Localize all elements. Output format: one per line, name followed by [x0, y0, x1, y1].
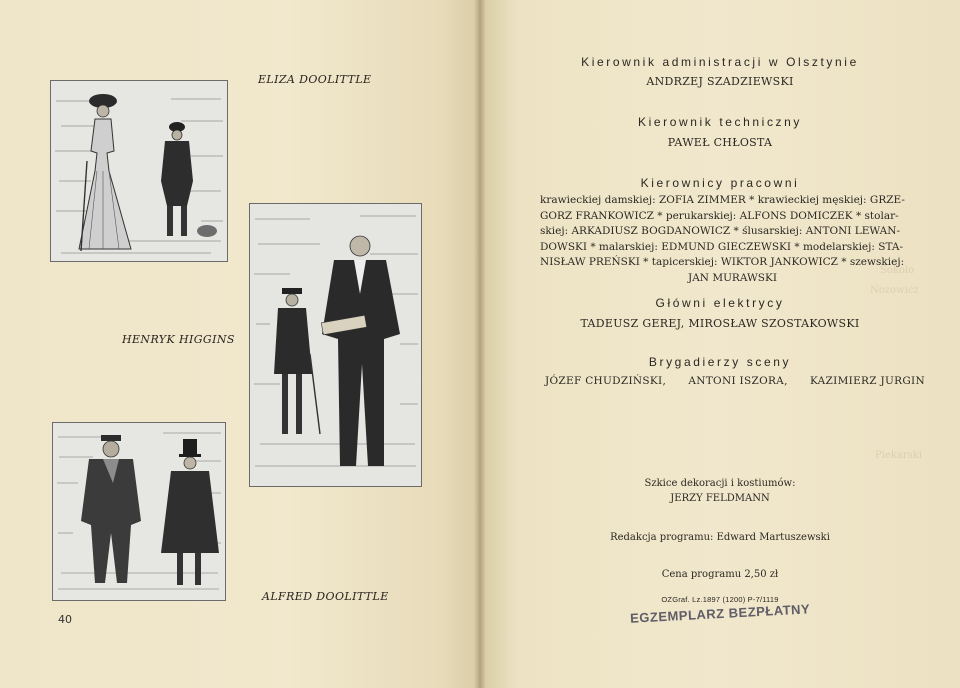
program-spread: ELIZA DOOLITTLE HENRYK HIGGINS ALFRED DOOLITTLE 40 Sokolo Nozowicz Piekarski Kierownik administracji w Olsztynie ANDRZEJ SZADZIEWSKI Kierownik techniczny PAWEŁ CHŁOSTA Kierownicy pracowni krawieckiej damskiej: ZOFIA ZIMMER * krawieckiej męskiej: GRZE- GORZ FRANKOWICZ * perukarskiej: ALFONS DOMICZEK * stolar- skiej: ARKADIUSZ BOGDANOWICZ * ślusarskiej: ANTONI LEWAN- DOWSKI * malarskiej: EDMUND GIECZEWSKI * modelarskiej: STA- NISŁAW PREŃSKI * tapicerskiej: WIKTOR JANKOWICZ * szewskiej: JAN MURAWSKI Główni elektrycy TADEUSZ GEREJ, MIROSŁAW SZOSTAKOWSKI Brygadierzy sceny JÓZEF CHUDZIŃSKI, ANTONI ISZORA, KAZIMIERZ JURGIN Szkice dekoracji i kostiumów: JERZY FELDMANN Redakcja programu: Edward Martuszewski Cena programu 2,50 zł OZGraf. Lz.1897 (1200) P-7/1119 EGZEMPLARZ BEZPŁATNY: [0, 0, 960, 688]
eliza-sketch: [51, 81, 227, 261]
right-page: [480, 0, 960, 688]
eliza-doolittle-illustration: [50, 80, 228, 262]
workshops-line: JAN MURAWSKI: [688, 271, 777, 284]
workshops-paragraph: [540, 193, 925, 287]
brigadiers-heading: Brygadierzy sceny: [648, 355, 792, 369]
higgins-sketch: [250, 204, 421, 486]
sketches-label: Szkice dekoracji i kostiumów:: [644, 478, 796, 489]
workshops-line: NISŁAW PREŃSKI * tapicerskiej: WIKTOR JANKOWICZ * szewskiej:: [540, 256, 905, 269]
print-info: OZGraf. Lz.1897 (1200) P-7/1119: [661, 595, 779, 604]
brigadier-name: KAZIMIERZ JURGIN: [809, 375, 925, 387]
caption-higgins: HENRYK HIGGINS: [122, 333, 235, 346]
workshops-line: krawieckiej damskiej: ZOFIA ZIMMER * krawieckiej męskiej: GRZE-: [540, 194, 905, 206]
page-number: 40: [58, 613, 72, 626]
sketches-author: JERZY FELDMANN: [670, 493, 770, 504]
tech-heading: Kierownik techniczny: [637, 115, 803, 129]
workshops-line: GORZ FRANKOWICZ * perukarskiej: ALFONS DOMICZEK * stolar-: [540, 209, 899, 222]
program-price: Cena programu 2,50 zł: [661, 569, 779, 580]
brigadier-name: ANTONI ISZORA,: [688, 375, 788, 387]
book-gutter: [474, 0, 486, 688]
alfred-sketch: [53, 423, 225, 600]
brigadiers-names: [545, 375, 925, 387]
tech-name: PAWEŁ CHŁOSTA: [667, 136, 773, 149]
electricians-names: TADEUSZ GEREJ, MIROSŁAW SZOSTAKOWSKI: [580, 317, 860, 330]
workshops-heading: Kierownicy pracowni: [640, 176, 800, 190]
editor-credit: Redakcja programu: Edward Martuszewski: [610, 532, 830, 543]
electricians-heading: Główni elektrycy: [655, 296, 785, 310]
admin-heading: Kierownik administracji w Olsztynie: [581, 55, 859, 69]
caption-alfred: ALFRED DOOLITTLE: [262, 590, 389, 603]
workshops-line: DOWSKI * malarskiej: EDMUND GIECZEWSKI * modelarskiej: STA-: [540, 240, 904, 253]
free-copy-stamp: EGZEMPLARZ BEZPŁATNY: [629, 601, 811, 626]
caption-eliza: ELIZA DOOLITTLE: [258, 73, 372, 86]
henryk-higgins-illustration: [249, 203, 422, 487]
workshops-line: skiej: ARKADIUSZ BOGDANOWICZ * ślusarskiej: ANTONI LEWAN-: [540, 225, 900, 238]
admin-name: ANDRZEJ SZADZIEWSKI: [646, 75, 794, 88]
brigadier-name: JÓZEF CHUDZIŃSKI,: [545, 375, 667, 387]
alfred-doolittle-illustration: [52, 422, 226, 601]
